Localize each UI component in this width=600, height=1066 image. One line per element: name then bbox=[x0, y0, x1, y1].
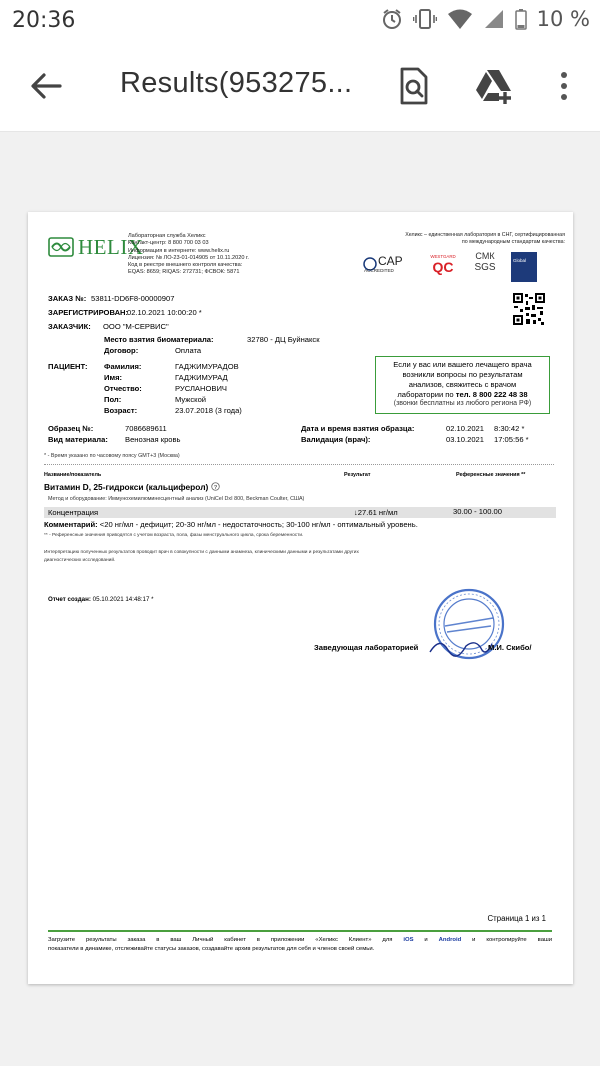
notice-line: возникли вопросы по результатам bbox=[402, 369, 523, 379]
surname-label: Фамилия: bbox=[104, 362, 142, 371]
find-in-document-icon[interactable] bbox=[396, 66, 432, 106]
qc-text: QC bbox=[432, 258, 454, 275]
sample-time: 8:30:42 * bbox=[494, 424, 525, 433]
material-value: Венозная кровь bbox=[125, 435, 181, 444]
battery-icon bbox=[515, 8, 527, 30]
surname-value: ГАДЖИМУРАДОВ bbox=[175, 362, 239, 371]
sample-value: 7086689611 bbox=[125, 424, 167, 433]
footer-divider bbox=[48, 930, 552, 932]
lab-info-line: EQAS: 8659; RIQAS: 272731; ФСВОК: 5871 bbox=[128, 269, 240, 276]
sample-label: Образец №: bbox=[48, 424, 94, 433]
validation-time: 17:05:56 * bbox=[494, 435, 529, 444]
contract-value: Оплата bbox=[175, 346, 202, 355]
global-cert-text: Global bbox=[513, 258, 527, 263]
patronymic-label: Отчество: bbox=[104, 384, 142, 393]
material-label: Вид материала: bbox=[48, 435, 108, 444]
helix-logo-icon bbox=[48, 237, 74, 257]
result-row-value: ↓27.61 нг/мл bbox=[354, 508, 398, 517]
contract-label: Договор: bbox=[104, 346, 139, 355]
notice-phone[interactable]: тел. 8 800 222 48 38 bbox=[455, 389, 528, 399]
app-bar bbox=[0, 40, 600, 132]
registered-value: 02.10.2021 10:00:20 * bbox=[127, 308, 202, 317]
validation-label: Валидация (врач): bbox=[301, 435, 371, 444]
method-text: Метод и оборудование: Иммунохемилюминесцентный анализ (UniCel DxI 800, Beckman Coulter, США) bbox=[48, 496, 305, 502]
lab-info-line: Лабораторная служба Хеликс bbox=[128, 233, 206, 239]
name-label: Имя: bbox=[104, 373, 123, 382]
certification-line: Хеликс – единственная лаборатория в СНГ, сертифицированная bbox=[405, 232, 565, 238]
divider bbox=[44, 464, 554, 465]
android-link[interactable]: Android bbox=[438, 937, 462, 943]
notice-line: Если у вас или вашего лечащего врача bbox=[393, 360, 532, 369]
age-label: Возраст: bbox=[104, 406, 138, 415]
head-signature bbox=[426, 632, 496, 662]
order-label: ЗАКАЗ №: bbox=[48, 294, 87, 303]
signal-icon bbox=[483, 8, 505, 30]
document-page bbox=[28, 212, 573, 984]
report-created bbox=[48, 596, 154, 604]
alarm-icon bbox=[381, 8, 403, 30]
bio-place-label: Место взятия биоматериала: bbox=[104, 335, 214, 344]
customer-label: ЗАКАЗЧИК: bbox=[48, 322, 91, 331]
notice-line: анализов, свяжитесь с врачом bbox=[408, 379, 517, 389]
test-name bbox=[44, 482, 220, 493]
footer-text-part: и контролируйте ваши bbox=[461, 937, 552, 943]
more-options-icon[interactable] bbox=[554, 66, 574, 106]
status-time: 20:36 bbox=[12, 8, 76, 33]
sample-date: 02.10.2021 bbox=[446, 424, 485, 433]
doctor-contact-notice bbox=[375, 356, 550, 414]
head-label: Заведующая лабораторией bbox=[314, 643, 419, 652]
validation-date: 03.10.2021 bbox=[446, 435, 485, 444]
document-title: Results(953275... bbox=[120, 67, 353, 99]
interpretation-line: диагностических исследований. bbox=[44, 557, 116, 563]
test-name-text: Витамин D, 25-гидрокси (кальциферол) bbox=[44, 482, 209, 492]
footer-text-part: Загрузите результаты заказа в ваш Личный кабинет в приложении «Хеликс Клиент» для bbox=[48, 937, 404, 943]
battery-percent: 10 % bbox=[536, 7, 590, 31]
notice-line: лаборатории по bbox=[397, 389, 456, 399]
cap-text: CAP bbox=[378, 254, 403, 268]
cap-accredited-logo bbox=[363, 254, 415, 278]
result-row-label: Концентрация bbox=[48, 508, 99, 517]
status-bar bbox=[0, 0, 600, 40]
registered-label: ЗАРЕГИСТРИРОВАН: bbox=[48, 308, 129, 317]
head-name: М.И. Скибо/ bbox=[488, 643, 532, 652]
sex-value: Мужской bbox=[175, 395, 207, 404]
westgard-text: WESTGARD bbox=[430, 254, 456, 259]
lab-info-line: Код в реестре внешнего контроля качества: bbox=[128, 262, 243, 269]
status-icons bbox=[381, 7, 590, 31]
reference-note: ** - Референсные значения приводятся с учетом возраста, пола, фазы менструального цикла, срока беременности. bbox=[44, 533, 304, 538]
interpretation-line: Интерпретацию полученных результатов проводит врач в совокупности с данными анамнеза, клиническими данными и результатами других bbox=[44, 550, 359, 555]
ios-link[interactable]: iOS bbox=[403, 937, 414, 943]
comment bbox=[44, 520, 418, 529]
qr-code bbox=[512, 292, 546, 326]
notice-line: (звонки бесплатны из любого региона РФ) bbox=[393, 400, 532, 408]
wifi-icon bbox=[447, 8, 473, 30]
order-number: 53811-DD6F8-00000907 bbox=[91, 294, 175, 303]
global-cert-logo bbox=[511, 252, 537, 282]
certification-line: по международным стандартам качества: bbox=[461, 238, 565, 245]
add-to-drive-icon[interactable] bbox=[474, 66, 514, 106]
vibrate-icon bbox=[413, 8, 437, 30]
interpretation-note bbox=[44, 549, 359, 564]
lab-info-line: Информация в интернете: www.helix.ru bbox=[128, 247, 230, 254]
footer-text bbox=[48, 936, 552, 955]
lab-info-line: Контакт-центр: 8 800 700 03 03 bbox=[128, 240, 209, 247]
result-row-reference: 30.00 - 100.00 bbox=[453, 507, 502, 516]
comment-text: <20 нг/мл - дефицит; 20-30 нг/мл - недостаточность; 30-100 нг/мл - оптимальный уровень. bbox=[97, 520, 418, 529]
age-value: 23.07.2018 (3 года) bbox=[175, 406, 242, 415]
sample-datetime-label: Дата и время взятия образца: bbox=[301, 424, 415, 433]
helix-logo-text: HELIX bbox=[78, 235, 144, 259]
col-ref-header: Референсные значения ** bbox=[456, 472, 526, 478]
cap-sub-text: ACCREDITED bbox=[364, 268, 394, 273]
patient-label: ПАЦИЕНТ: bbox=[48, 362, 88, 371]
sex-label: Пол: bbox=[104, 395, 122, 404]
smk-sgs-logo bbox=[471, 252, 499, 282]
sgs-text: SGS bbox=[474, 261, 496, 273]
lab-info bbox=[128, 233, 249, 277]
footer-text-part: и bbox=[413, 937, 439, 943]
footer-text-part: показатели в динамике, отслеживайте статусы заказов, создавайте архив результатов для себя и членов своей семьи. bbox=[48, 946, 375, 953]
comment-label: Комментарий: bbox=[44, 520, 98, 529]
svg-text:?: ? bbox=[213, 484, 217, 491]
report-created-label: Отчет создан: bbox=[48, 596, 91, 603]
timezone-note: * - Время указано по часовому поясу GMT+3 (Москва) bbox=[44, 453, 180, 459]
certification-info bbox=[405, 232, 565, 246]
bio-place-value: 32780 - ДЦ Буйнакск bbox=[247, 335, 320, 344]
patronymic-value: РУСЛАНОВИЧ bbox=[175, 384, 227, 393]
lab-info-line: Лицензия: № ЛО-23-01-014905 от 10.11.2020 г. bbox=[128, 254, 249, 261]
back-arrow-icon[interactable] bbox=[28, 68, 64, 104]
name-value: ГАДЖИМУРАД bbox=[175, 373, 228, 382]
report-created-value: 05.10.2021 14:48:17 * bbox=[92, 596, 154, 603]
smk-text: СМК bbox=[475, 251, 495, 261]
customer-value: ООО "М-СЕРВИС" bbox=[103, 322, 169, 331]
westgard-qc-logo bbox=[426, 254, 460, 278]
col-name-header: Название/показатель bbox=[44, 472, 102, 478]
page-number: Страница 1 из 1 bbox=[487, 914, 546, 923]
col-result-header: Результат bbox=[344, 472, 371, 478]
info-icon[interactable] bbox=[211, 482, 220, 491]
